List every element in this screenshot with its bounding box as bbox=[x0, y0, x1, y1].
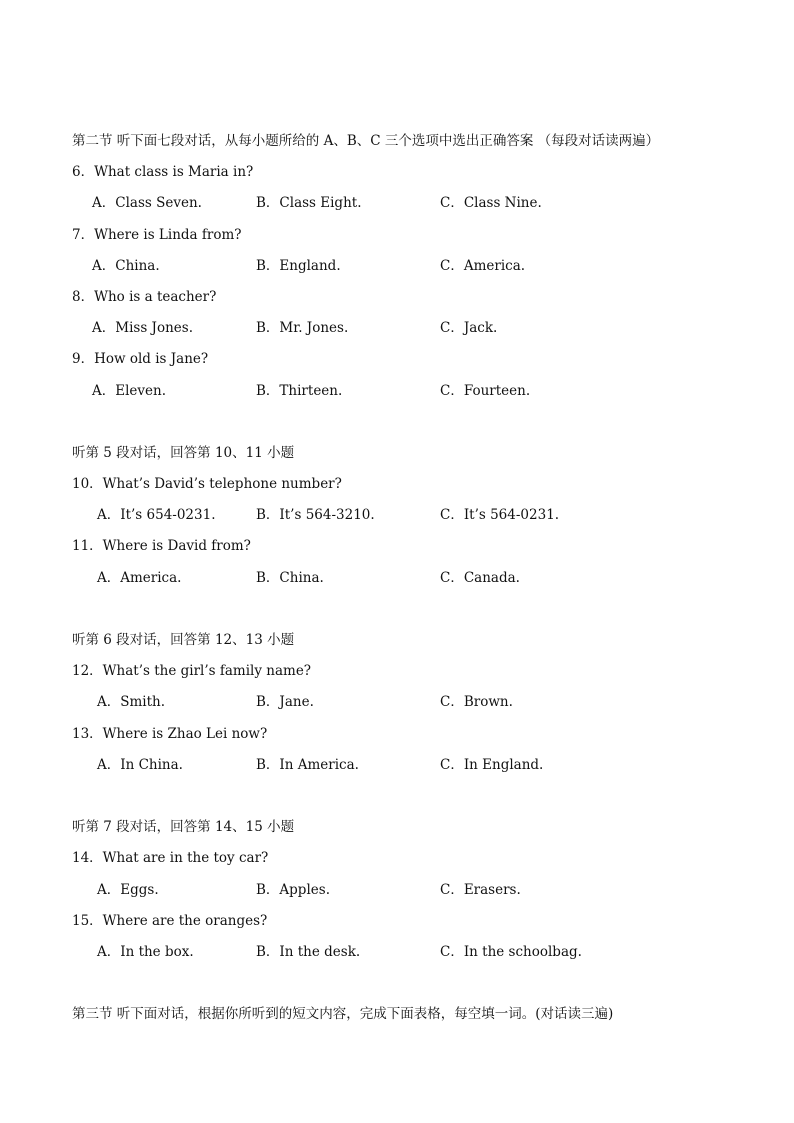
option-b[interactable]: B．China. bbox=[256, 569, 324, 586]
option-b[interactable]: B．It’s 564-3210. bbox=[256, 507, 375, 524]
option-a[interactable]: A．Eleven. bbox=[92, 382, 167, 399]
spacer bbox=[72, 785, 732, 816]
option-a[interactable]: A．Smith. bbox=[97, 694, 166, 711]
question-9: 9．How old is Jane? bbox=[72, 351, 209, 368]
option-b[interactable]: B．England. bbox=[256, 257, 341, 274]
question-15-options bbox=[72, 941, 732, 972]
option-a[interactable]: A．Miss Jones. bbox=[92, 320, 193, 337]
option-a[interactable]: A．Eggs. bbox=[97, 881, 159, 898]
section2-heading: 第二节 听下面七段对话，从每小题所给的 A、B、C 三个选项中选出正确答案 （每段对话读两遍） bbox=[72, 133, 660, 149]
option-c[interactable]: C．Canada. bbox=[440, 569, 520, 586]
question-14-options bbox=[72, 879, 732, 910]
group5-heading: 听第 5 段对话，回答第 10、11 小题 bbox=[72, 444, 295, 461]
question-8: 8．Who is a teacher? bbox=[72, 288, 217, 305]
question-12-options bbox=[72, 691, 732, 722]
question-9-options bbox=[72, 380, 732, 411]
question-12: 12．What’s the girl’s family name? bbox=[72, 663, 312, 680]
option-a[interactable]: A．In China. bbox=[97, 756, 183, 773]
option-b[interactable]: B．In the desk. bbox=[256, 943, 361, 960]
exam-page bbox=[72, 130, 732, 1034]
question-10-options bbox=[72, 504, 732, 535]
question-6: 6．What class is Maria in? bbox=[72, 164, 254, 181]
question-11: 11．Where is David from? bbox=[72, 538, 251, 555]
spacer bbox=[72, 598, 732, 629]
question-7: 7．Where is Linda from? bbox=[72, 226, 242, 243]
question-13-options bbox=[72, 754, 732, 785]
option-b[interactable]: B．Jane. bbox=[256, 694, 314, 711]
option-b[interactable]: B．Thirteen. bbox=[256, 382, 343, 399]
question-13: 13．Where is Zhao Lei now? bbox=[72, 725, 268, 742]
spacer bbox=[72, 411, 732, 442]
option-c[interactable]: C．Jack. bbox=[440, 320, 498, 337]
section3-heading: 第三节 听下面对话，根据你所听到的短文内容，完成下面表格，每空填一词。(对话读三遍) bbox=[72, 1006, 614, 1023]
option-a[interactable]: A．It’s 654-0231. bbox=[97, 507, 216, 524]
question-10: 10．What’s David’s telephone number? bbox=[72, 476, 342, 493]
option-a[interactable]: A．China. bbox=[92, 257, 160, 274]
option-c[interactable]: C．In England. bbox=[440, 756, 544, 773]
option-c[interactable]: C．It’s 564-0231. bbox=[440, 507, 560, 524]
option-b[interactable]: B．In America. bbox=[256, 756, 359, 773]
option-b[interactable]: B．Apples. bbox=[256, 881, 330, 898]
option-c[interactable]: C．Class Nine. bbox=[440, 195, 542, 212]
option-c[interactable]: C．In the schoolbag. bbox=[440, 943, 582, 960]
option-c[interactable]: C．America. bbox=[440, 257, 526, 274]
group7-heading: 听第 7 段对话，回答第 14、15 小题 bbox=[72, 819, 295, 836]
option-b[interactable]: B．Mr. Jones. bbox=[256, 320, 349, 337]
question-7-options bbox=[72, 255, 732, 286]
question-8-options bbox=[72, 317, 732, 348]
option-c[interactable]: C．Erasers. bbox=[440, 881, 521, 898]
option-b[interactable]: B．Class Eight. bbox=[256, 195, 362, 212]
question-15: 15．Where are the oranges? bbox=[72, 912, 268, 929]
group6-heading: 听第 6 段对话，回答第 12、13 小题 bbox=[72, 632, 295, 648]
option-c[interactable]: C．Brown. bbox=[440, 694, 513, 711]
question-11-options bbox=[72, 567, 732, 598]
question-6-options bbox=[72, 192, 732, 223]
question-14: 14．What are in the toy car? bbox=[72, 850, 269, 867]
option-a[interactable]: A．Class Seven. bbox=[92, 195, 202, 212]
option-c[interactable]: C．Fourteen. bbox=[440, 382, 531, 399]
option-a[interactable]: A．America. bbox=[97, 569, 182, 586]
option-a[interactable]: A．In the box. bbox=[97, 943, 194, 960]
spacer bbox=[72, 972, 732, 1003]
